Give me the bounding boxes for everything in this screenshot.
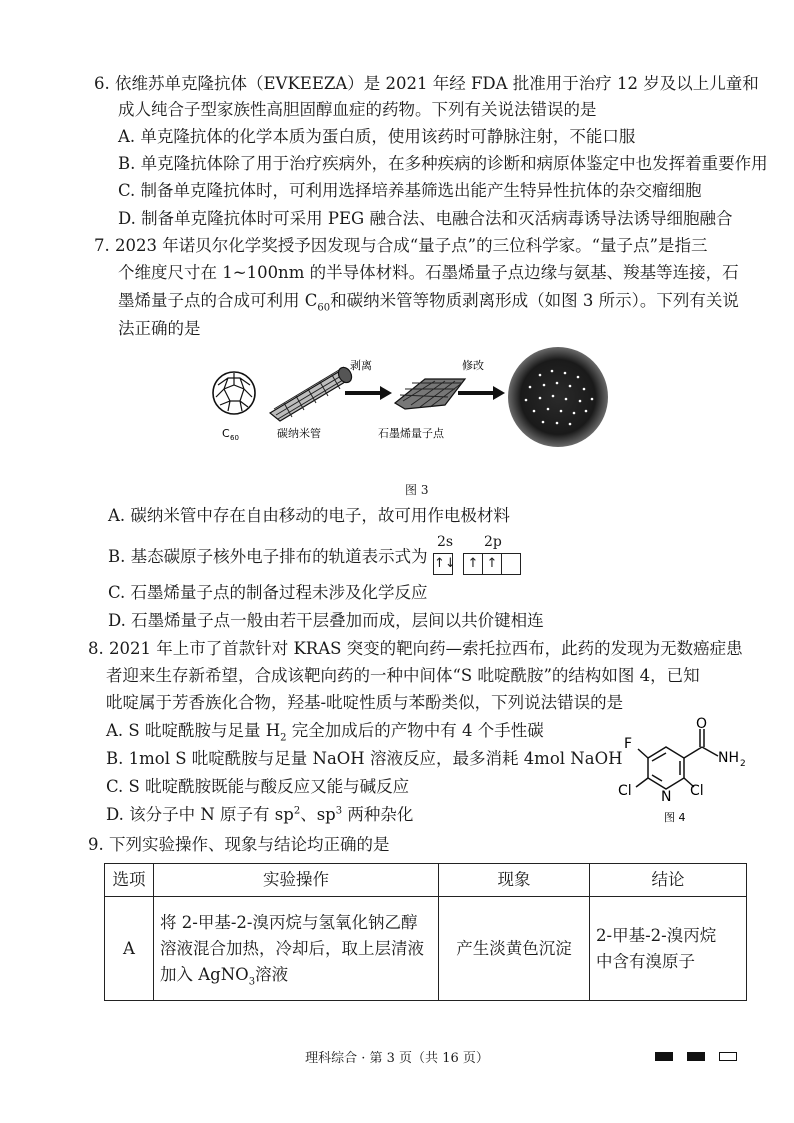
svg-text:Cl: Cl [690,783,704,799]
svg-text:O: O [696,716,708,732]
experiment-table [104,863,747,1001]
table-cell-phenomenon: 产生淡黄色沉淀 [439,897,590,1001]
q7-option-a: A. 碳纳米管中存在自由移动的电子，故可用作电极材料 [108,506,510,525]
svg-text:C: C [222,427,230,440]
figure-3-quantum-dot-synthesis [200,345,620,460]
q7-option-b: B. 基态碳原子核外电子排布的轨道表示式为 [108,547,428,566]
figure-4-structure [612,715,747,825]
q6-option-c: C. 制备单克隆抗体时，可利用选择培养基筛选出能产生特异性抗体的杂交瘤细胞 [118,181,702,200]
q8-stem-line3: 吡啶属于芳香族化合物，羟基-吡啶性质与苯酚类似，下列说法错误的是 [106,693,624,712]
svg-text:碳纳米管: 碳纳米管 [277,427,321,440]
page-marker-empty [719,1052,737,1061]
svg-text:修改: 修改 [462,359,484,372]
table-header-cell: 现象 [439,864,590,897]
orbital-2p-label: 2p [484,534,502,550]
q6-stem-line1: 6. 依维苏单克隆抗体（EVKEEZA）是 2021 年经 FDA 批准用于治疗 12 岁及以上儿童和 [94,74,759,93]
table-header-cell: 选项 [105,864,154,897]
orbital-2s-box [433,553,456,575]
pyridine-ring-icon [636,729,718,789]
q6-option-a: A. 单克隆抗体的化学本质为蛋白质，使用该药时可静脉注射，不能口服 [118,127,636,146]
q8-option-d: D. 该分子中 N 原子有 $sp^2$、$sp^3$ 两种杂化 [106,805,414,824]
q7-option-c: C. 石墨烯量子点的制备过程未涉及化学反应 [108,583,428,602]
table-header-row [105,864,747,897]
q7-stem-line2: 个维度尺寸在 1~100nm 的半导体材料。石墨烯量子点边缘与氨基、羧基等连接，石 [118,263,739,282]
c60-icon [213,372,255,414]
orbital-2p-cell: ↑ [483,554,502,574]
table-cell-option: A [105,897,154,1001]
figure-3-caption: 图 3 [405,483,429,497]
svg-text:NH: NH [718,750,739,766]
svg-text:石墨烯量子点: 石墨烯量子点 [378,427,444,440]
svg-text:2: 2 [740,759,746,769]
q8-option-a: A. S 吡啶酰胺与足量 $H_2$ 完全加成后的产物中有 4 个手性碳 [106,721,544,744]
svg-text:N: N [661,789,672,805]
table-header-cell: 实验操作 [154,864,439,897]
table-header-cell: 结论 [590,864,747,897]
table-row [105,897,747,1001]
q7-stem-line1: 7. 2023 年诺贝尔化学奖授予因发现与合成“量子点”的三位科学家。“量子点”是指三 [94,236,708,255]
table-cell-conclusion: 2-甲基-2-溴丙烷 中含有溴原子 [590,897,747,1001]
q8-stem-line2: 者迎来生存新希望，合成该靶向药的一种中间体“S 吡啶酰胺”的结构如图 4，已知 [106,666,700,685]
q6-option-b: B. 单克隆抗体除了用于治疗疾病外，在多种疾病的诊断和病原体鉴定中也发挥着重要作用 [118,154,768,173]
table-cell-operation: 将 2-甲基-2-溴丙烷与氢氧化钠乙醇 溶液混合加热，冷却后，取上层清液 加入 AgNO$_3$溶液 [154,897,439,1001]
q6-stem-line2: 成人纯合子型家族性高胆固醇血症的药物。下列有关说法错误的是 [118,100,597,119]
q9-stem: 9. 下列实验操作、现象与结论均正确的是 [88,835,390,854]
orbital-2s-label: 2s [437,534,454,550]
q7-option-d: D. 石墨烯量子点一般由若干层叠加而成，层间以共价键相连 [108,611,544,630]
orbital-2p-cell: ↑ [464,554,483,574]
svg-text:剥离: 剥离 [350,359,372,372]
q8-option-b: B. 1mol S 吡啶酰胺与足量 NaOH 溶液反应，最多消耗 4mol NaOH [106,749,623,768]
svg-text:图 4: 图 4 [664,811,686,824]
graphene-quantum-dot-icon [395,379,465,409]
arrow-right-icon [380,386,392,400]
page-marker-filled [687,1052,705,1061]
arrow-right-icon [493,386,505,400]
svg-text:60: 60 [230,434,239,442]
orbital-2p-cell [502,554,520,574]
q8-stem-line1: 8. 2021 年上市了首款针对 KRAS 突变的靶向药—索托拉西布，此药的发现为无数癌症患 [88,639,743,658]
page-footer: 理科综合 · 第 3 页（共 16 页） [305,1051,489,1066]
q7-stem-line4: 法正确的是 [118,319,201,338]
q8-option-c: C. S 吡啶酰胺既能与酸反应又能与碱反应 [106,777,410,796]
page-marker-filled [655,1052,673,1061]
svg-text:Cl: Cl [618,783,632,799]
orbital-2s-cell: ↑↓ [434,556,456,571]
modified-quantum-dot-icon [508,347,608,447]
svg-text:F: F [624,736,633,752]
orbital-2p-box [463,553,521,575]
q6-option-d: D. 制备单克隆抗体时可采用 PEG 融合法、电融合法和灭活病毒诱导法诱导细胞融合 [118,209,733,228]
q7-stem-line3: 墨烯量子点的合成可利用 $C_{60}$和碳纳米管等物质剥离形成（如图 3 所示）。下列有关说 [118,291,739,314]
carbon-nanotube-icon [270,365,354,421]
